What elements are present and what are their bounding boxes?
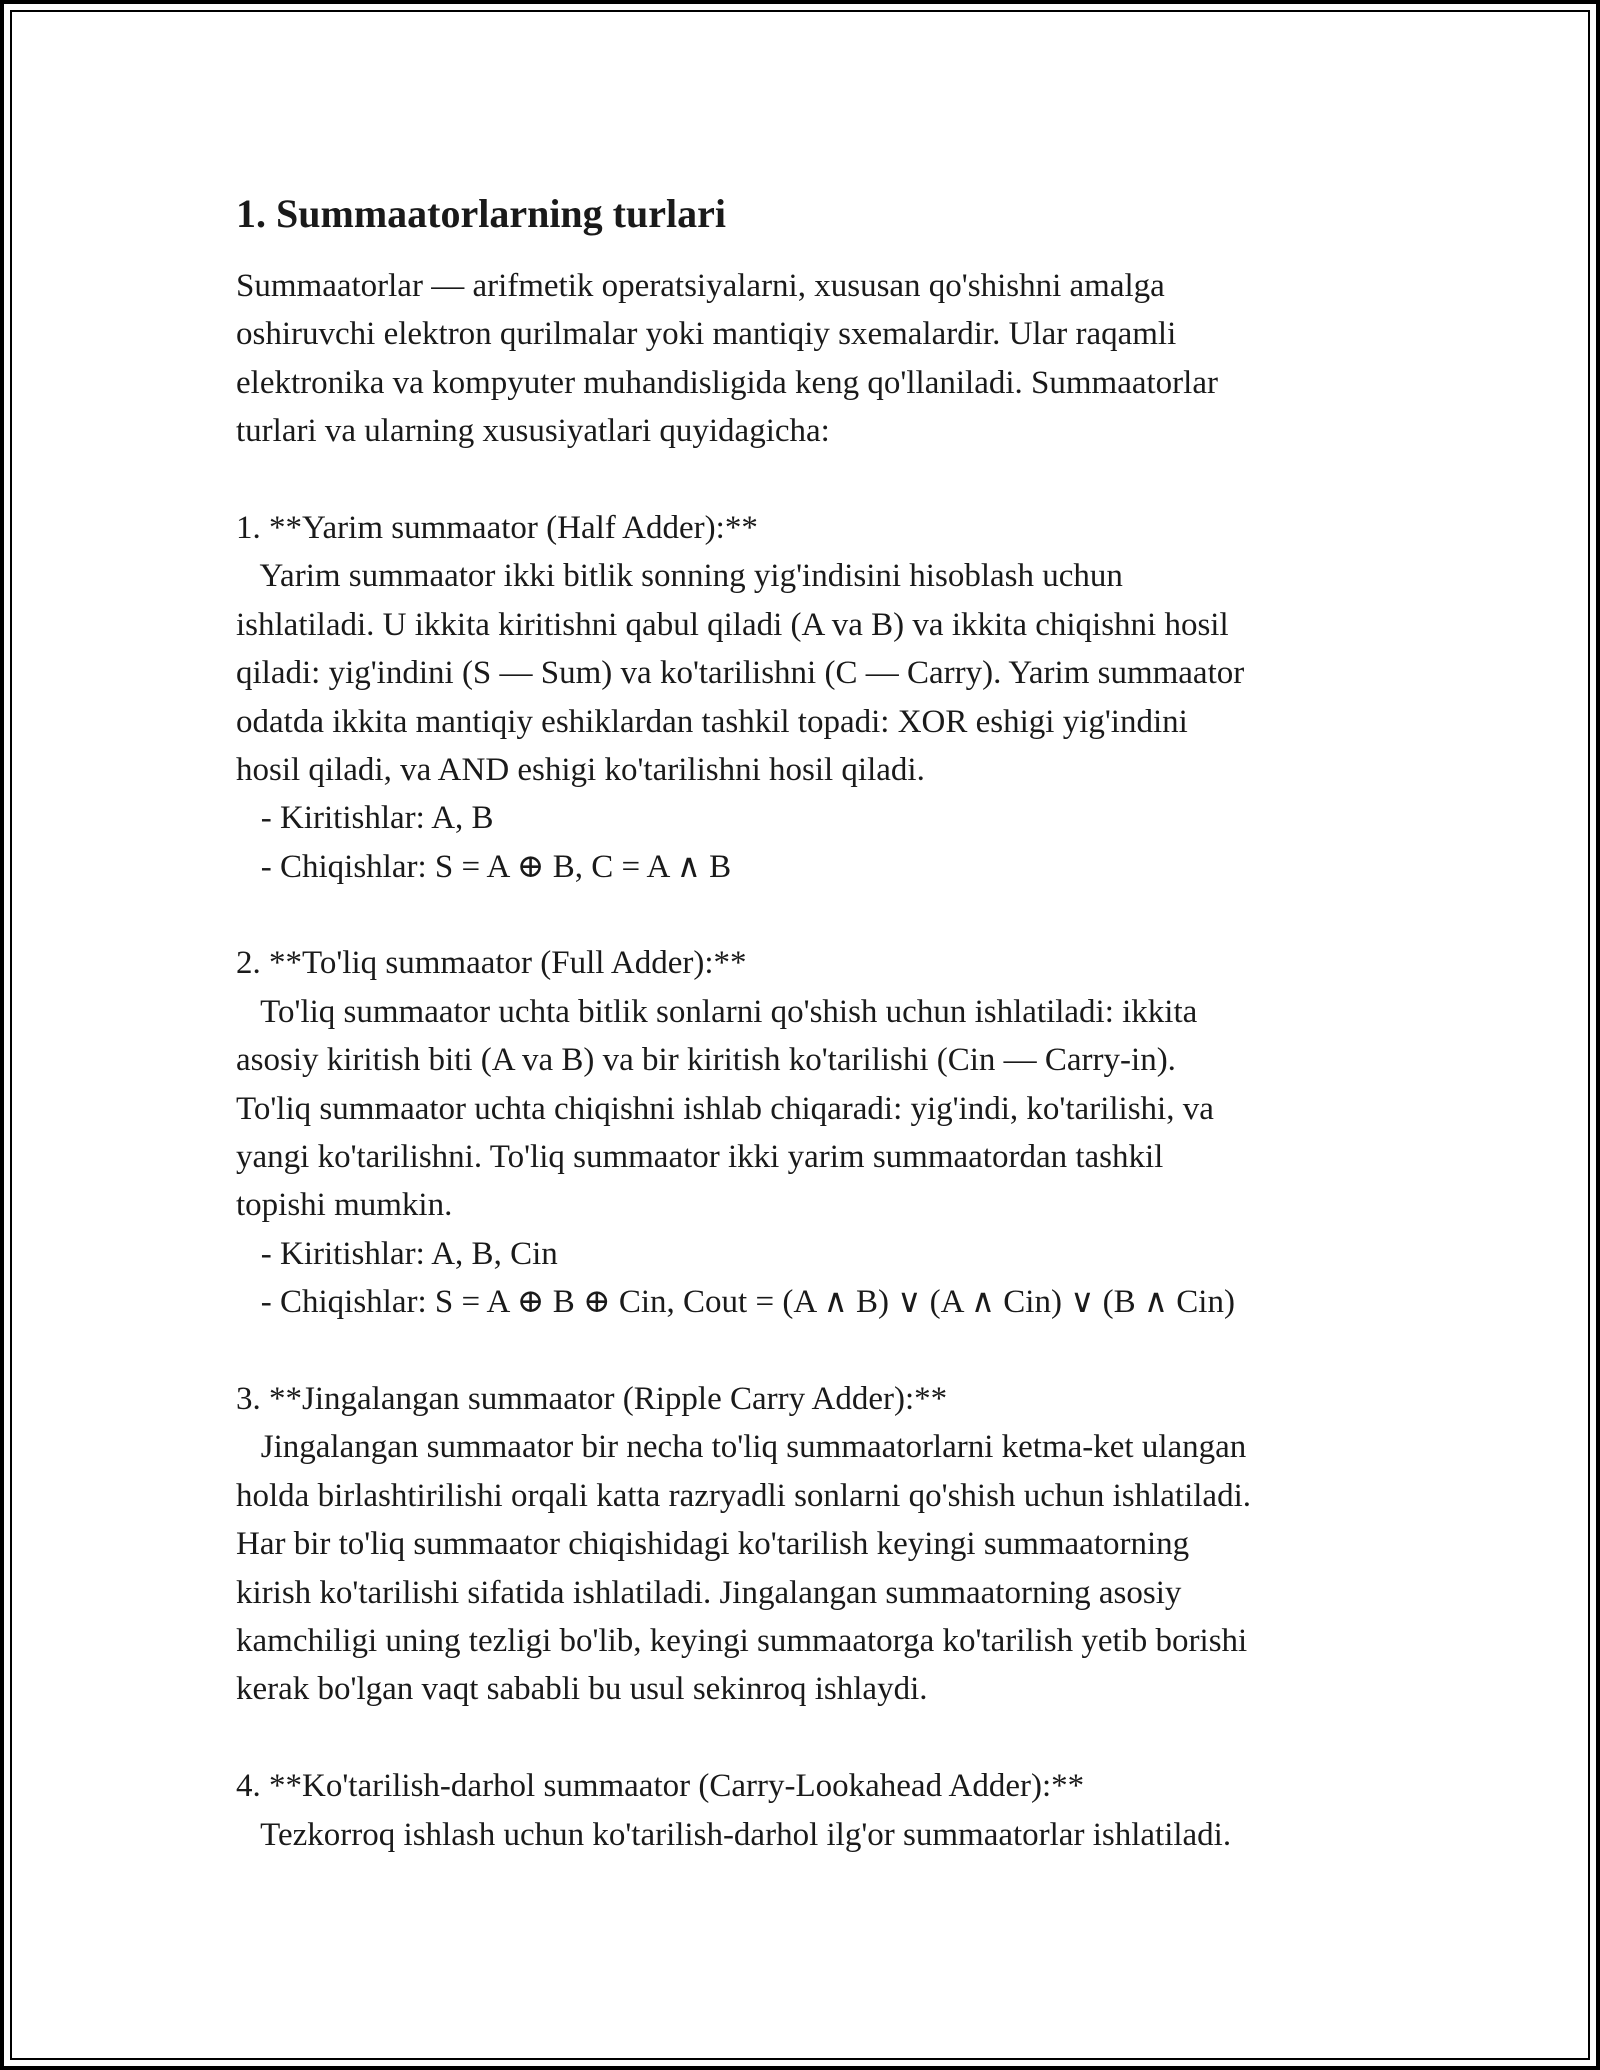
text-line: Jingalangan summaator bir necha to'liq summaatorlarni ketma-ket ulangan bbox=[236, 1429, 1247, 1466]
text-line: Tezkorroq ishlash uchun ko'tarilish-darhol ilg'or summaatorlar ishlatiladi. bbox=[236, 1816, 1232, 1853]
text-line: ishlatiladi. U ikkita kiritishni qabul qiladi (A va B) va ikkita chiqishni hosil bbox=[236, 606, 1229, 643]
text-line: - Chiqishlar: S = A ⊕ B, C = A ∧ B bbox=[236, 848, 732, 885]
text-line: elektronika va kompyuter muhandisligida keng qo'llaniladi. Summaatorlar bbox=[236, 364, 1218, 401]
text-line: kirish ko'tarilishi sifatida ishlatiladi. Jingalangan summaatorning asosiy bbox=[236, 1574, 1182, 1611]
blank-line bbox=[236, 891, 1376, 939]
text-line: 1. **Yarim summaator (Half Adder):** bbox=[236, 509, 758, 546]
text-line: To'liq summaator uchta chiqishni ishlab chiqaradi: yig'indi, ko'tarilishi, va bbox=[236, 1090, 1214, 1127]
document-body bbox=[236, 186, 1376, 1859]
text-line: odatda ikkita mantiqiy eshiklardan tashkil topadi: XOR eshigi yig'indini bbox=[236, 703, 1188, 740]
text-line: - Kiritishlar: A, B, Cin bbox=[236, 1235, 558, 1272]
text-line: hosil qiladi, va AND eshigi ko'tarilishni hosil qiladi. bbox=[236, 751, 925, 788]
text-line: asosiy kiritish biti (A va B) va bir kiritish ko'tarilishi (Cin — Carry-in). bbox=[236, 1042, 1176, 1079]
text-line: qiladi: yig'indini (S — Sum) va ko'tarilishni (C — Carry). Yarim summaator bbox=[236, 655, 1245, 692]
text-line: Summaatorlar — arifmetik operatsiyalarni, xususan qo'shishni amalga bbox=[236, 268, 1165, 304]
text-line: yangi ko'tarilishni. To'liq summaator ikki yarim summaatordan tashkil bbox=[236, 1139, 1164, 1176]
text-line: - Kiritishlar: A, B bbox=[236, 800, 494, 837]
blank-line bbox=[236, 456, 1376, 504]
section-heading: 1. Summaatorlarning turlari bbox=[236, 191, 726, 236]
text-line: Har bir to'liq summaator chiqishidagi ko'tarilish keyingi summaatorning bbox=[236, 1526, 1190, 1563]
blank-line bbox=[236, 1714, 1376, 1762]
text-line: - Chiqishlar: S = A ⊕ B ⊕ Cin, Cout = (A ∧ B) ∨ (A ∧ Cin) ∨ (B ∧ Cin) bbox=[236, 1284, 1235, 1321]
paragraph-lines bbox=[236, 262, 1376, 1859]
text-line: kerak bo'lgan vaqt sababli bu usul sekinroq ishlaydi. bbox=[236, 1671, 928, 1708]
text-line: 4. **Ko'tarilish-darhol summaator (Carry-Lookahead Adder):** bbox=[236, 1768, 1085, 1805]
text-line: topishi mumkin. bbox=[236, 1187, 453, 1224]
text-line: oshiruvchi elektron qurilmalar yoki mantiqiy sxemalardir. Ular raqamli bbox=[236, 316, 1177, 353]
text-line: 3. **Jingalangan summaator (Ripple Carry Adder):** bbox=[236, 1380, 948, 1417]
text-line: holda birlashtirilishi orqali katta razryadli sonlarni qo'shish uchun ishlatiladi. bbox=[236, 1477, 1251, 1514]
text-line: 2. **To'liq summaator (Full Adder):** bbox=[236, 945, 747, 982]
text-line: turlari va ularning xususiyatlari quyidagicha: bbox=[236, 413, 830, 450]
text-line: To'liq summaator uchta bitlik sonlarni qo'shish uchun ishlatiladi: ikkita bbox=[236, 993, 1198, 1030]
text-line: Yarim summaator ikki bitlik sonning yig'indisini hisoblash uchun bbox=[236, 558, 1123, 595]
blank-line bbox=[236, 1327, 1376, 1375]
text-line: kamchiligi uning tezligi bo'lib, keyingi summaatorga ko'tarilish yetib borishi bbox=[236, 1622, 1248, 1659]
